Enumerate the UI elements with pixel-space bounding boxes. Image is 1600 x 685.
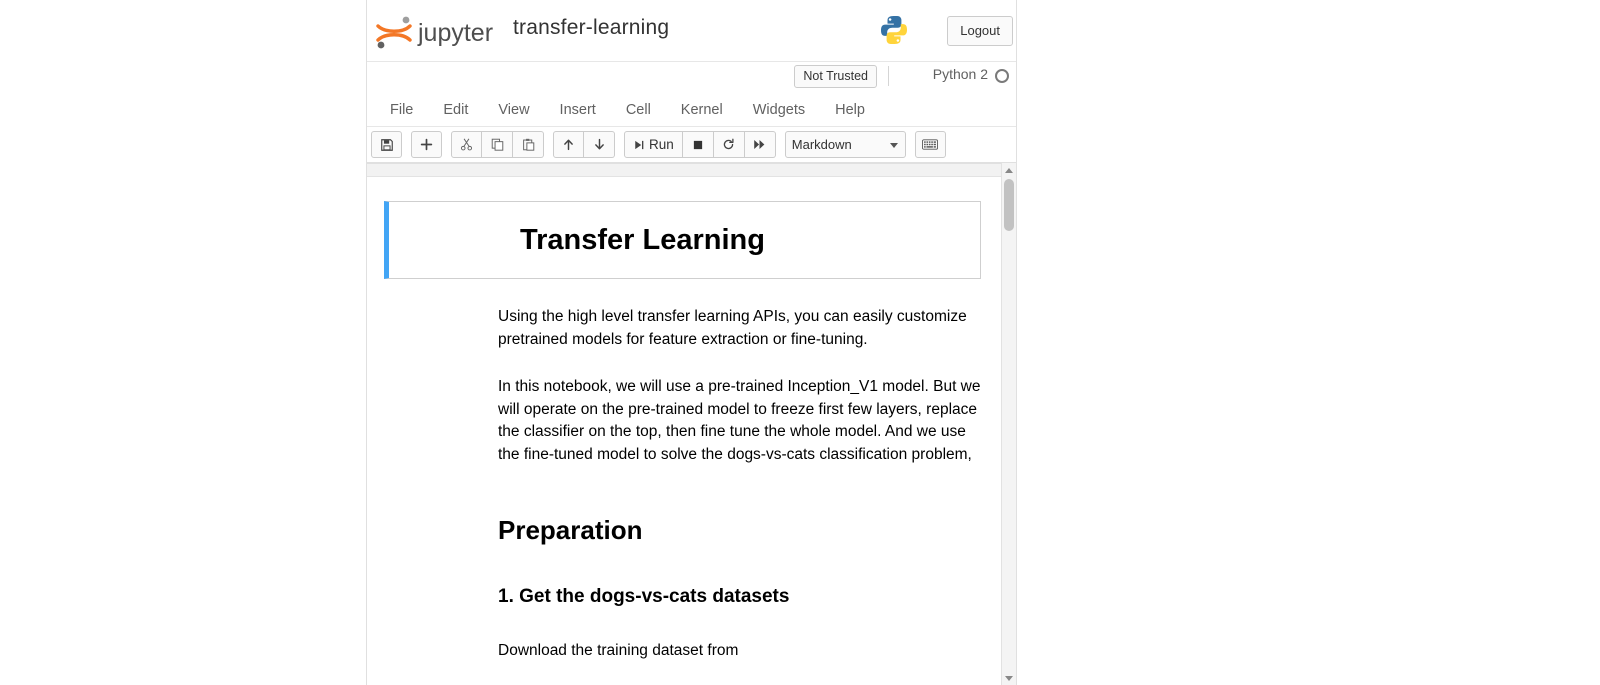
copy-button[interactable] [482, 131, 513, 158]
notebook-cell-list [367, 177, 1000, 668]
markdown-rendered-download [367, 640, 995, 663]
logout-button[interactable]: Logout [947, 16, 1013, 46]
menu-bar [367, 94, 1016, 127]
toolbar-group-insert [411, 131, 442, 158]
notebook-header [367, 0, 1016, 62]
cell-spacer-5 [367, 613, 1000, 635]
jupyter-logo[interactable] [372, 12, 502, 52]
svg-text:jupyter: jupyter [418, 19, 494, 47]
notebook-cell-step-1[interactable] [367, 581, 1000, 613]
toolbar [367, 127, 1016, 163]
command-palette-button[interactable] [915, 131, 946, 158]
chevron-down-icon [890, 143, 898, 148]
notebook-body [367, 163, 1016, 685]
python-logo [877, 13, 911, 47]
cut-button[interactable] [451, 131, 482, 158]
markdown-rendered-intro-1 [367, 306, 995, 352]
scroll-down-arrow-icon[interactable] [1002, 671, 1016, 685]
menu-item-edit[interactable]: Edit [443, 102, 469, 118]
kernel-name-label: Python 2 [932, 66, 988, 82]
paste-button[interactable] [513, 131, 544, 158]
restart-and-run-all-button[interactable] [745, 131, 776, 158]
toolbar-group-run [624, 131, 776, 158]
cell-type-select[interactable] [785, 131, 906, 158]
markdown-rendered-step-1 [367, 586, 995, 608]
notebook-cell-intro-1[interactable] [367, 301, 1000, 357]
restart-kernel-button[interactable] [714, 131, 745, 158]
cell-spacer-2 [367, 357, 1000, 371]
menu-item-view[interactable]: View [498, 102, 530, 118]
interrupt-kernel-button[interactable] [683, 131, 714, 158]
scrollbar-thumb[interactable] [1004, 179, 1014, 231]
move-cell-down-button[interactable] [584, 131, 615, 158]
scroll-up-arrow-icon[interactable] [1002, 163, 1016, 177]
markdown-rendered-preparation [367, 515, 995, 546]
notebook-cell-preparation[interactable] [367, 510, 1000, 551]
cell-type-value: Markdown [791, 137, 852, 152]
cell-spacer-1 [367, 279, 1000, 301]
markdown-rendered-intro-2 [367, 376, 995, 467]
heading-transfer-learning: Transfer Learning [520, 224, 765, 256]
markdown-rendered-title [389, 222, 970, 258]
move-cell-up-button[interactable] [553, 131, 584, 158]
cell-spacer-4 [367, 551, 1000, 581]
menu-item-kernel[interactable]: Kernel [680, 102, 723, 118]
trust-status-button[interactable]: Not Trusted [794, 65, 877, 88]
notebook-top-gap [367, 164, 1016, 177]
notebook-scrollbar[interactable] [1001, 163, 1016, 685]
notebook-cell-title[interactable] [384, 201, 981, 279]
run-cell-button[interactable] [624, 131, 683, 158]
insert-cell-below-button[interactable] [411, 131, 442, 158]
run-cell-label: Run [649, 137, 674, 152]
notebook-cell-intro-2[interactable] [367, 371, 1000, 472]
heading-preparation: Preparation [498, 514, 643, 545]
toolbar-group-save [371, 131, 402, 158]
cell-spacer-3 [367, 472, 1000, 510]
paragraph-intro-1: Using the high level transfer learning APIs, you can easily customize pretrained models for feature extraction or fine-tuning. [498, 308, 967, 349]
notebook-cell-download[interactable] [367, 635, 1000, 668]
paragraph-download: Download the training dataset from [498, 641, 739, 659]
menu-item-file[interactable]: File [390, 102, 414, 118]
toolbar-group-clipboard [451, 131, 544, 158]
menu-item-insert[interactable]: Insert [559, 102, 596, 118]
menu-item-cell[interactable]: Cell [625, 102, 651, 118]
save-button[interactable] [371, 131, 402, 158]
menu-item-help[interactable]: Help [835, 102, 865, 118]
notebook-title[interactable]: transfer-learning [513, 16, 670, 39]
kernel-idle-indicator-icon[interactable] [995, 69, 1009, 83]
paragraph-intro-2: In this notebook, we will use a pre-trained Inception_V1 model. But we will operate on the pre-trained model to freeze first few layers, replace the classifier on the top, then fine tune the whole model. And we use the fine-tuned model to solve the dogs-vs-cats classification problem, [498, 377, 981, 464]
menu-item-widgets[interactable]: Widgets [752, 102, 806, 118]
trust-kernel-row [367, 62, 1016, 94]
kernel-separator [888, 66, 889, 86]
toolbar-group-move [553, 131, 615, 158]
jupyter-notebook-window [366, 0, 1017, 685]
notebook-scroll-area[interactable] [367, 177, 1016, 685]
heading-get-datasets: 1. Get the dogs-vs-cats datasets [498, 585, 790, 607]
toolbar-group-palette [915, 131, 946, 158]
